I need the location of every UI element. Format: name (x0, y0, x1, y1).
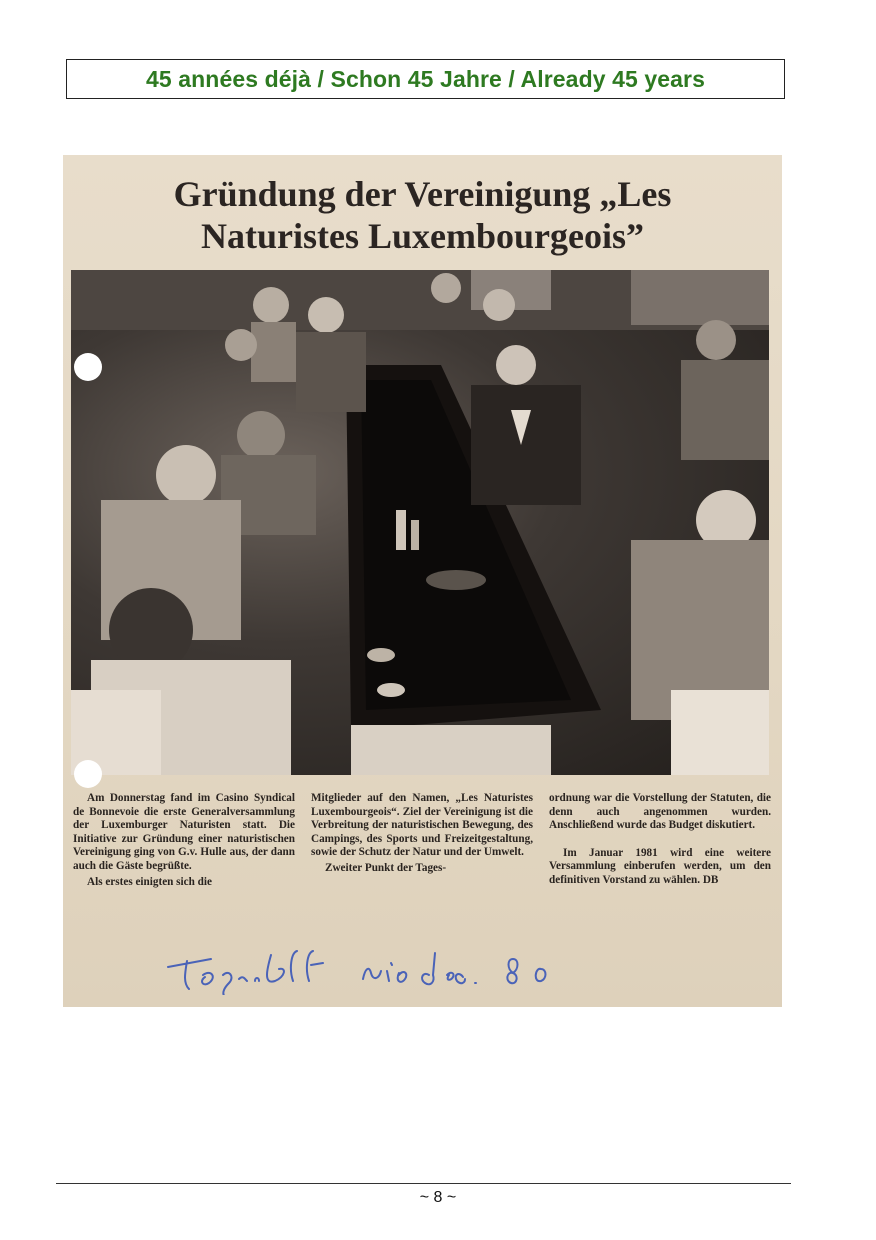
article-column-1 (73, 792, 295, 889)
article-body (73, 792, 773, 942)
page-banner-title: 45 années déjà / Schon 45 Jahre / Already 45 years (66, 59, 785, 99)
article-col2-para2: Zweiter Punkt der Tages- (325, 861, 447, 874)
meeting-photo-illustration (71, 270, 769, 775)
meeting-photo (71, 270, 769, 775)
punch-hole-bottom (74, 760, 102, 788)
headline-line-2: Naturistes Luxembourgeois” (201, 216, 644, 256)
article-col3-para2: Im Januar 1981 wird eine weitere Versammlung einberufen werden, um den definitiven Vorstand zu wählen. DB (549, 846, 771, 886)
headline-line-1: Gründung der Vereinigung „Les (173, 174, 672, 214)
footer-divider (56, 1183, 791, 1184)
article-col1-para2: Als erstes einigten sich die (87, 875, 212, 888)
article-column-2 (311, 792, 533, 876)
handwritten-annotation (163, 945, 583, 995)
article-col2-para1: Mitglieder auf den Namen, „Les Naturistes Luxembourgeois“. Ziel der Vereinigung ist die Verbreitung der naturistischen Bewegung, des Campings, des Sports und Freizeitgestaltung, sowie der Schutz der Natur und der Umwelt. (311, 792, 533, 859)
article-column-3 (549, 792, 771, 888)
article-col1-para1: Am Donnerstag fand im Casino Syndical de Bonnevoie die erste Generalversammlung der Luxemburger Naturisten statt. Die Initiative zur Gründung einer naturistischen Vereinigung ging von G.v. Hulle aus, der dann auch die Gäste begrüßte. (73, 792, 295, 872)
punch-hole-top (74, 353, 102, 381)
page-number: ~ 8 ~ (419, 1189, 457, 1206)
newspaper-clipping (63, 155, 782, 1007)
article-col3-para1: ordnung war die Vorstellung der Statuten, die denn auch angenommen wurden. Anschließend wurde das Budget diskutiert. (549, 792, 771, 832)
clipping-headline (63, 173, 782, 257)
